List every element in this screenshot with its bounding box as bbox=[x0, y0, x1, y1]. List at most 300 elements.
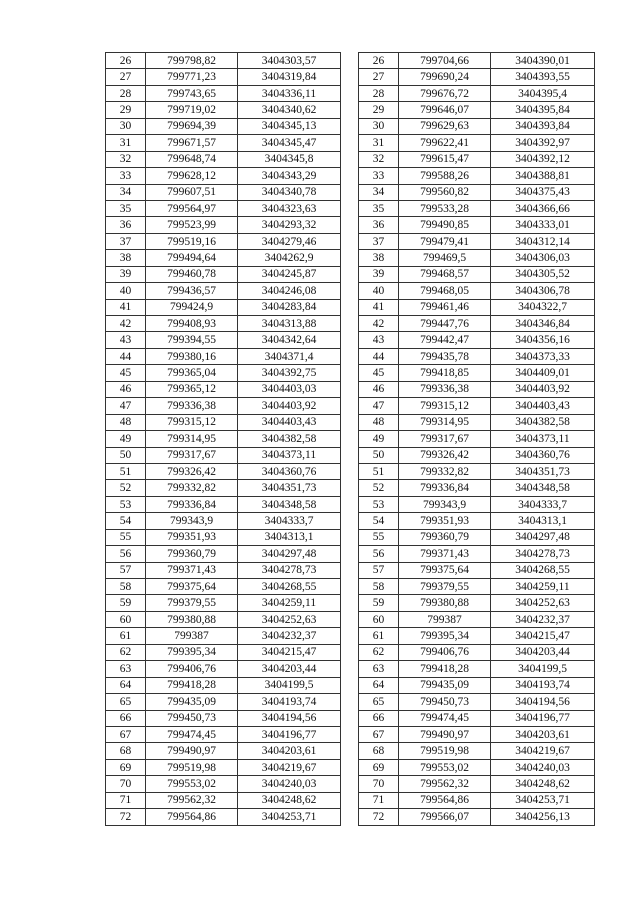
point-number-cell: 54 bbox=[106, 513, 146, 529]
y-coordinate-cell: 3404342,64 bbox=[238, 332, 341, 348]
x-coordinate-cell: 799360,79 bbox=[399, 529, 491, 545]
y-coordinate-cell: 3404248,62 bbox=[238, 792, 341, 808]
y-coordinate-cell: 3404203,44 bbox=[491, 644, 595, 660]
table-row bbox=[359, 546, 595, 562]
y-coordinate-cell: 3404403,92 bbox=[238, 398, 341, 414]
y-coordinate-cell: 3404345,13 bbox=[238, 118, 341, 134]
y-coordinate-cell: 3404245,87 bbox=[238, 266, 341, 282]
x-coordinate-cell: 799798,82 bbox=[146, 53, 238, 69]
table-row bbox=[106, 217, 341, 233]
y-coordinate-cell: 3404392,75 bbox=[238, 365, 341, 381]
x-coordinate-cell: 799315,12 bbox=[399, 398, 491, 414]
point-number-cell: 61 bbox=[359, 628, 399, 644]
y-coordinate-cell: 3404268,55 bbox=[491, 562, 595, 578]
point-number-cell: 37 bbox=[359, 233, 399, 249]
x-coordinate-cell: 799371,43 bbox=[399, 546, 491, 562]
y-coordinate-cell: 3404336,11 bbox=[238, 85, 341, 101]
x-coordinate-cell: 799387 bbox=[399, 611, 491, 627]
table-row bbox=[106, 316, 341, 332]
table-row bbox=[106, 348, 341, 364]
point-number-cell: 36 bbox=[106, 217, 146, 233]
point-number-cell: 72 bbox=[106, 809, 146, 825]
x-coordinate-cell: 799494,64 bbox=[146, 250, 238, 266]
y-coordinate-cell: 3404297,48 bbox=[238, 546, 341, 562]
point-number-cell: 56 bbox=[106, 546, 146, 562]
x-coordinate-cell: 799671,57 bbox=[146, 135, 238, 151]
table-row bbox=[106, 135, 341, 151]
point-number-cell: 28 bbox=[106, 85, 146, 101]
y-coordinate-cell: 3404392,97 bbox=[491, 135, 595, 151]
table-row bbox=[106, 365, 341, 381]
x-coordinate-cell: 799336,84 bbox=[146, 496, 238, 512]
x-coordinate-cell: 799408,93 bbox=[146, 316, 238, 332]
point-number-cell: 41 bbox=[359, 299, 399, 315]
table-row bbox=[106, 200, 341, 216]
point-number-cell: 27 bbox=[359, 69, 399, 85]
y-coordinate-cell: 3404360,76 bbox=[491, 447, 595, 463]
y-coordinate-cell: 3404313,1 bbox=[491, 513, 595, 529]
coordinates-table-left-body bbox=[106, 53, 341, 826]
x-coordinate-cell: 799564,86 bbox=[146, 809, 238, 825]
y-coordinate-cell: 3404219,67 bbox=[238, 759, 341, 775]
y-coordinate-cell: 3404199,5 bbox=[491, 661, 595, 677]
y-coordinate-cell: 3404253,71 bbox=[491, 792, 595, 808]
point-number-cell: 72 bbox=[359, 809, 399, 825]
y-coordinate-cell: 3404313,1 bbox=[238, 529, 341, 545]
y-coordinate-cell: 3404360,76 bbox=[238, 463, 341, 479]
table-row bbox=[359, 562, 595, 578]
y-coordinate-cell: 3404253,71 bbox=[238, 809, 341, 825]
table-row bbox=[359, 398, 595, 414]
x-coordinate-cell: 799719,02 bbox=[146, 102, 238, 118]
x-coordinate-cell: 799564,86 bbox=[399, 792, 491, 808]
point-number-cell: 28 bbox=[359, 85, 399, 101]
table-row bbox=[106, 710, 341, 726]
x-coordinate-cell: 799676,72 bbox=[399, 85, 491, 101]
x-coordinate-cell: 799435,09 bbox=[399, 677, 491, 693]
x-coordinate-cell: 799560,82 bbox=[399, 184, 491, 200]
table-row bbox=[359, 529, 595, 545]
y-coordinate-cell: 3404193,74 bbox=[491, 677, 595, 693]
x-coordinate-cell: 799564,97 bbox=[146, 200, 238, 216]
point-number-cell: 43 bbox=[106, 332, 146, 348]
table-row bbox=[359, 53, 595, 69]
y-coordinate-cell: 3404340,62 bbox=[238, 102, 341, 118]
y-coordinate-cell: 3404403,43 bbox=[238, 414, 341, 430]
table-row bbox=[359, 644, 595, 660]
y-coordinate-cell: 3404356,16 bbox=[491, 332, 595, 348]
point-number-cell: 52 bbox=[106, 480, 146, 496]
x-coordinate-cell: 799317,67 bbox=[146, 447, 238, 463]
x-coordinate-cell: 799387 bbox=[146, 628, 238, 644]
x-coordinate-cell: 799615,47 bbox=[399, 151, 491, 167]
y-coordinate-cell: 3404345,47 bbox=[238, 135, 341, 151]
x-coordinate-cell: 799418,28 bbox=[146, 677, 238, 693]
point-number-cell: 40 bbox=[359, 283, 399, 299]
y-coordinate-cell: 3404240,03 bbox=[491, 759, 595, 775]
point-number-cell: 69 bbox=[359, 759, 399, 775]
x-coordinate-cell: 799380,88 bbox=[146, 611, 238, 627]
y-coordinate-cell: 3404403,03 bbox=[238, 381, 341, 397]
y-coordinate-cell: 3404203,61 bbox=[238, 743, 341, 759]
y-coordinate-cell: 3404278,73 bbox=[491, 546, 595, 562]
point-number-cell: 39 bbox=[106, 266, 146, 282]
table-row bbox=[359, 759, 595, 775]
point-number-cell: 68 bbox=[359, 743, 399, 759]
coordinates-table-right-body bbox=[359, 53, 595, 826]
point-number-cell: 53 bbox=[106, 496, 146, 512]
point-number-cell: 48 bbox=[106, 414, 146, 430]
point-number-cell: 50 bbox=[106, 447, 146, 463]
table-row bbox=[359, 480, 595, 496]
x-coordinate-cell: 799474,45 bbox=[146, 726, 238, 742]
point-number-cell: 51 bbox=[106, 463, 146, 479]
point-number-cell: 71 bbox=[106, 792, 146, 808]
point-number-cell: 62 bbox=[106, 644, 146, 660]
x-coordinate-cell: 799371,43 bbox=[146, 562, 238, 578]
point-number-cell: 65 bbox=[359, 694, 399, 710]
y-coordinate-cell: 3404373,33 bbox=[491, 348, 595, 364]
table-row bbox=[106, 431, 341, 447]
point-number-cell: 67 bbox=[106, 726, 146, 742]
point-number-cell: 34 bbox=[106, 184, 146, 200]
table-row bbox=[106, 283, 341, 299]
point-number-cell: 44 bbox=[359, 348, 399, 364]
point-number-cell: 64 bbox=[359, 677, 399, 693]
y-coordinate-cell: 3404306,78 bbox=[491, 283, 595, 299]
table-row bbox=[106, 381, 341, 397]
point-number-cell: 49 bbox=[359, 431, 399, 447]
y-coordinate-cell: 3404382,58 bbox=[238, 431, 341, 447]
table-row bbox=[359, 677, 595, 693]
x-coordinate-cell: 799490,97 bbox=[399, 726, 491, 742]
table-row bbox=[359, 200, 595, 216]
point-number-cell: 38 bbox=[359, 250, 399, 266]
table-row bbox=[359, 151, 595, 167]
y-coordinate-cell: 3404262,9 bbox=[238, 250, 341, 266]
x-coordinate-cell: 799314,95 bbox=[146, 431, 238, 447]
x-coordinate-cell: 799343,9 bbox=[399, 496, 491, 512]
point-number-cell: 45 bbox=[359, 365, 399, 381]
point-number-cell: 26 bbox=[106, 53, 146, 69]
y-coordinate-cell: 3404392,12 bbox=[491, 151, 595, 167]
x-coordinate-cell: 799447,76 bbox=[399, 316, 491, 332]
point-number-cell: 43 bbox=[359, 332, 399, 348]
point-number-cell: 46 bbox=[106, 381, 146, 397]
y-coordinate-cell: 3404199,5 bbox=[238, 677, 341, 693]
point-number-cell: 60 bbox=[359, 611, 399, 627]
table-row bbox=[106, 266, 341, 282]
table-row bbox=[106, 414, 341, 430]
x-coordinate-cell: 799380,16 bbox=[146, 348, 238, 364]
table-row bbox=[359, 792, 595, 808]
table-row bbox=[106, 611, 341, 627]
y-coordinate-cell: 3404395,84 bbox=[491, 102, 595, 118]
x-coordinate-cell: 799450,73 bbox=[399, 694, 491, 710]
x-coordinate-cell: 799562,32 bbox=[146, 792, 238, 808]
point-number-cell: 26 bbox=[359, 53, 399, 69]
y-coordinate-cell: 3404312,14 bbox=[491, 233, 595, 249]
y-coordinate-cell: 3404340,78 bbox=[238, 184, 341, 200]
table-row bbox=[359, 184, 595, 200]
x-coordinate-cell: 799523,99 bbox=[146, 217, 238, 233]
x-coordinate-cell: 799450,73 bbox=[146, 710, 238, 726]
x-coordinate-cell: 799375,64 bbox=[146, 579, 238, 595]
table-row bbox=[106, 677, 341, 693]
table-row bbox=[106, 792, 341, 808]
x-coordinate-cell: 799474,45 bbox=[399, 710, 491, 726]
x-coordinate-cell: 799394,55 bbox=[146, 332, 238, 348]
x-coordinate-cell: 799332,82 bbox=[146, 480, 238, 496]
x-coordinate-cell: 799351,93 bbox=[146, 529, 238, 545]
y-coordinate-cell: 3404388,81 bbox=[491, 168, 595, 184]
x-coordinate-cell: 799332,82 bbox=[399, 463, 491, 479]
point-number-cell: 57 bbox=[106, 562, 146, 578]
table-row bbox=[359, 266, 595, 282]
table-row bbox=[106, 759, 341, 775]
table-row bbox=[359, 135, 595, 151]
y-coordinate-cell: 3404259,11 bbox=[238, 595, 341, 611]
table-row bbox=[106, 398, 341, 414]
point-number-cell: 69 bbox=[106, 759, 146, 775]
x-coordinate-cell: 799336,38 bbox=[146, 398, 238, 414]
table-row bbox=[359, 168, 595, 184]
x-coordinate-cell: 799395,34 bbox=[399, 628, 491, 644]
y-coordinate-cell: 3404194,56 bbox=[238, 710, 341, 726]
point-number-cell: 71 bbox=[359, 792, 399, 808]
x-coordinate-cell: 799646,07 bbox=[399, 102, 491, 118]
x-coordinate-cell: 799519,98 bbox=[399, 743, 491, 759]
y-coordinate-cell: 3404193,74 bbox=[238, 694, 341, 710]
x-coordinate-cell: 799435,78 bbox=[399, 348, 491, 364]
x-coordinate-cell: 799436,57 bbox=[146, 283, 238, 299]
table-row bbox=[359, 118, 595, 134]
point-number-cell: 59 bbox=[106, 595, 146, 611]
point-number-cell: 44 bbox=[106, 348, 146, 364]
point-number-cell: 41 bbox=[106, 299, 146, 315]
y-coordinate-cell: 3404246,08 bbox=[238, 283, 341, 299]
point-number-cell: 33 bbox=[106, 168, 146, 184]
table-row bbox=[359, 628, 595, 644]
table-row bbox=[106, 496, 341, 512]
y-coordinate-cell: 3404305,52 bbox=[491, 266, 595, 282]
x-coordinate-cell: 799607,51 bbox=[146, 184, 238, 200]
y-coordinate-cell: 3404409,01 bbox=[491, 365, 595, 381]
x-coordinate-cell: 799468,05 bbox=[399, 283, 491, 299]
x-coordinate-cell: 799771,23 bbox=[146, 69, 238, 85]
point-number-cell: 47 bbox=[359, 398, 399, 414]
point-number-cell: 37 bbox=[106, 233, 146, 249]
point-number-cell: 29 bbox=[106, 102, 146, 118]
y-coordinate-cell: 3404373,11 bbox=[238, 447, 341, 463]
point-number-cell: 64 bbox=[106, 677, 146, 693]
x-coordinate-cell: 799336,84 bbox=[399, 480, 491, 496]
table-row bbox=[359, 332, 595, 348]
table-row bbox=[359, 776, 595, 792]
y-coordinate-cell: 3404333,01 bbox=[491, 217, 595, 233]
point-number-cell: 57 bbox=[359, 562, 399, 578]
table-row bbox=[359, 233, 595, 249]
table-row bbox=[359, 250, 595, 266]
y-coordinate-cell: 3404403,92 bbox=[491, 381, 595, 397]
y-coordinate-cell: 3404333,7 bbox=[491, 496, 595, 512]
y-coordinate-cell: 3404203,61 bbox=[491, 726, 595, 742]
table-row bbox=[359, 611, 595, 627]
point-number-cell: 55 bbox=[359, 529, 399, 545]
point-number-cell: 33 bbox=[359, 168, 399, 184]
table-row bbox=[106, 69, 341, 85]
y-coordinate-cell: 3404240,03 bbox=[238, 776, 341, 792]
table-row bbox=[106, 85, 341, 101]
x-coordinate-cell: 799418,28 bbox=[399, 661, 491, 677]
x-coordinate-cell: 799379,55 bbox=[146, 595, 238, 611]
table-row bbox=[106, 53, 341, 69]
y-coordinate-cell: 3404351,73 bbox=[491, 463, 595, 479]
x-coordinate-cell: 799406,76 bbox=[399, 644, 491, 660]
table-row bbox=[106, 151, 341, 167]
x-coordinate-cell: 799395,34 bbox=[146, 644, 238, 660]
table-row bbox=[106, 776, 341, 792]
point-number-cell: 50 bbox=[359, 447, 399, 463]
point-number-cell: 60 bbox=[106, 611, 146, 627]
y-coordinate-cell: 3404346,84 bbox=[491, 316, 595, 332]
x-coordinate-cell: 799460,78 bbox=[146, 266, 238, 282]
point-number-cell: 63 bbox=[106, 661, 146, 677]
coordinates-table-right bbox=[358, 52, 595, 826]
y-coordinate-cell: 3404343,29 bbox=[238, 168, 341, 184]
table-row bbox=[359, 299, 595, 315]
y-coordinate-cell: 3404351,73 bbox=[238, 480, 341, 496]
table-row bbox=[359, 414, 595, 430]
point-number-cell: 47 bbox=[106, 398, 146, 414]
x-coordinate-cell: 799406,76 bbox=[146, 661, 238, 677]
x-coordinate-cell: 799648,74 bbox=[146, 151, 238, 167]
table-row bbox=[106, 513, 341, 529]
y-coordinate-cell: 3404196,77 bbox=[238, 726, 341, 742]
y-coordinate-cell: 3404403,43 bbox=[491, 398, 595, 414]
y-coordinate-cell: 3404196,77 bbox=[491, 710, 595, 726]
y-coordinate-cell: 3404306,03 bbox=[491, 250, 595, 266]
table-row bbox=[359, 579, 595, 595]
point-number-cell: 67 bbox=[359, 726, 399, 742]
y-coordinate-cell: 3404375,43 bbox=[491, 184, 595, 200]
point-number-cell: 38 bbox=[106, 250, 146, 266]
y-coordinate-cell: 3404256,13 bbox=[491, 809, 595, 825]
table-row bbox=[359, 743, 595, 759]
point-number-cell: 54 bbox=[359, 513, 399, 529]
x-coordinate-cell: 799694,39 bbox=[146, 118, 238, 134]
x-coordinate-cell: 799418,85 bbox=[399, 365, 491, 381]
point-number-cell: 42 bbox=[106, 316, 146, 332]
table-row bbox=[359, 809, 595, 825]
table-row bbox=[106, 595, 341, 611]
point-number-cell: 63 bbox=[359, 661, 399, 677]
y-coordinate-cell: 3404293,32 bbox=[238, 217, 341, 233]
point-number-cell: 66 bbox=[106, 710, 146, 726]
y-coordinate-cell: 3404232,37 bbox=[491, 611, 595, 627]
table-row bbox=[359, 381, 595, 397]
point-number-cell: 68 bbox=[106, 743, 146, 759]
table-row bbox=[106, 726, 341, 742]
y-coordinate-cell: 3404252,63 bbox=[491, 595, 595, 611]
table-row bbox=[106, 250, 341, 266]
point-number-cell: 32 bbox=[359, 151, 399, 167]
y-coordinate-cell: 3404393,84 bbox=[491, 118, 595, 134]
point-number-cell: 32 bbox=[106, 151, 146, 167]
y-coordinate-cell: 3404203,44 bbox=[238, 661, 341, 677]
table-row bbox=[106, 694, 341, 710]
table-row bbox=[359, 694, 595, 710]
y-coordinate-cell: 3404215,47 bbox=[491, 628, 595, 644]
x-coordinate-cell: 799435,09 bbox=[146, 694, 238, 710]
y-coordinate-cell: 3404232,37 bbox=[238, 628, 341, 644]
x-coordinate-cell: 799365,12 bbox=[146, 381, 238, 397]
x-coordinate-cell: 799622,41 bbox=[399, 135, 491, 151]
x-coordinate-cell: 799468,57 bbox=[399, 266, 491, 282]
x-coordinate-cell: 799380,88 bbox=[399, 595, 491, 611]
y-coordinate-cell: 3404382,58 bbox=[491, 414, 595, 430]
table-row bbox=[106, 168, 341, 184]
table-row bbox=[359, 348, 595, 364]
x-coordinate-cell: 799375,64 bbox=[399, 562, 491, 578]
table-row bbox=[106, 644, 341, 660]
x-coordinate-cell: 799562,32 bbox=[399, 776, 491, 792]
x-coordinate-cell: 799442,47 bbox=[399, 332, 491, 348]
x-coordinate-cell: 799566,07 bbox=[399, 809, 491, 825]
point-number-cell: 61 bbox=[106, 628, 146, 644]
point-number-cell: 65 bbox=[106, 694, 146, 710]
point-number-cell: 45 bbox=[106, 365, 146, 381]
table-row bbox=[359, 595, 595, 611]
point-number-cell: 51 bbox=[359, 463, 399, 479]
point-number-cell: 70 bbox=[106, 776, 146, 792]
x-coordinate-cell: 799424,9 bbox=[146, 299, 238, 315]
table-row bbox=[106, 562, 341, 578]
y-coordinate-cell: 3404371,4 bbox=[238, 348, 341, 364]
x-coordinate-cell: 799553,02 bbox=[146, 776, 238, 792]
y-coordinate-cell: 3404248,62 bbox=[491, 776, 595, 792]
point-number-cell: 30 bbox=[359, 118, 399, 134]
y-coordinate-cell: 3404333,7 bbox=[238, 513, 341, 529]
x-coordinate-cell: 799317,67 bbox=[399, 431, 491, 447]
point-number-cell: 70 bbox=[359, 776, 399, 792]
point-number-cell: 35 bbox=[106, 200, 146, 216]
x-coordinate-cell: 799519,16 bbox=[146, 233, 238, 249]
point-number-cell: 29 bbox=[359, 102, 399, 118]
table-row bbox=[359, 447, 595, 463]
point-number-cell: 49 bbox=[106, 431, 146, 447]
y-coordinate-cell: 3404278,73 bbox=[238, 562, 341, 578]
point-number-cell: 36 bbox=[359, 217, 399, 233]
table-row bbox=[106, 447, 341, 463]
table-row bbox=[359, 661, 595, 677]
table-row bbox=[359, 726, 595, 742]
table-row bbox=[359, 85, 595, 101]
x-coordinate-cell: 799704,66 bbox=[399, 53, 491, 69]
point-number-cell: 35 bbox=[359, 200, 399, 216]
point-number-cell: 66 bbox=[359, 710, 399, 726]
x-coordinate-cell: 799315,12 bbox=[146, 414, 238, 430]
point-number-cell: 58 bbox=[106, 579, 146, 595]
x-coordinate-cell: 799326,42 bbox=[399, 447, 491, 463]
y-coordinate-cell: 3404283,84 bbox=[238, 299, 341, 315]
x-coordinate-cell: 799628,12 bbox=[146, 168, 238, 184]
x-coordinate-cell: 799461,46 bbox=[399, 299, 491, 315]
point-number-cell: 48 bbox=[359, 414, 399, 430]
x-coordinate-cell: 799336,38 bbox=[399, 381, 491, 397]
table-row bbox=[106, 809, 341, 825]
table-row bbox=[106, 463, 341, 479]
